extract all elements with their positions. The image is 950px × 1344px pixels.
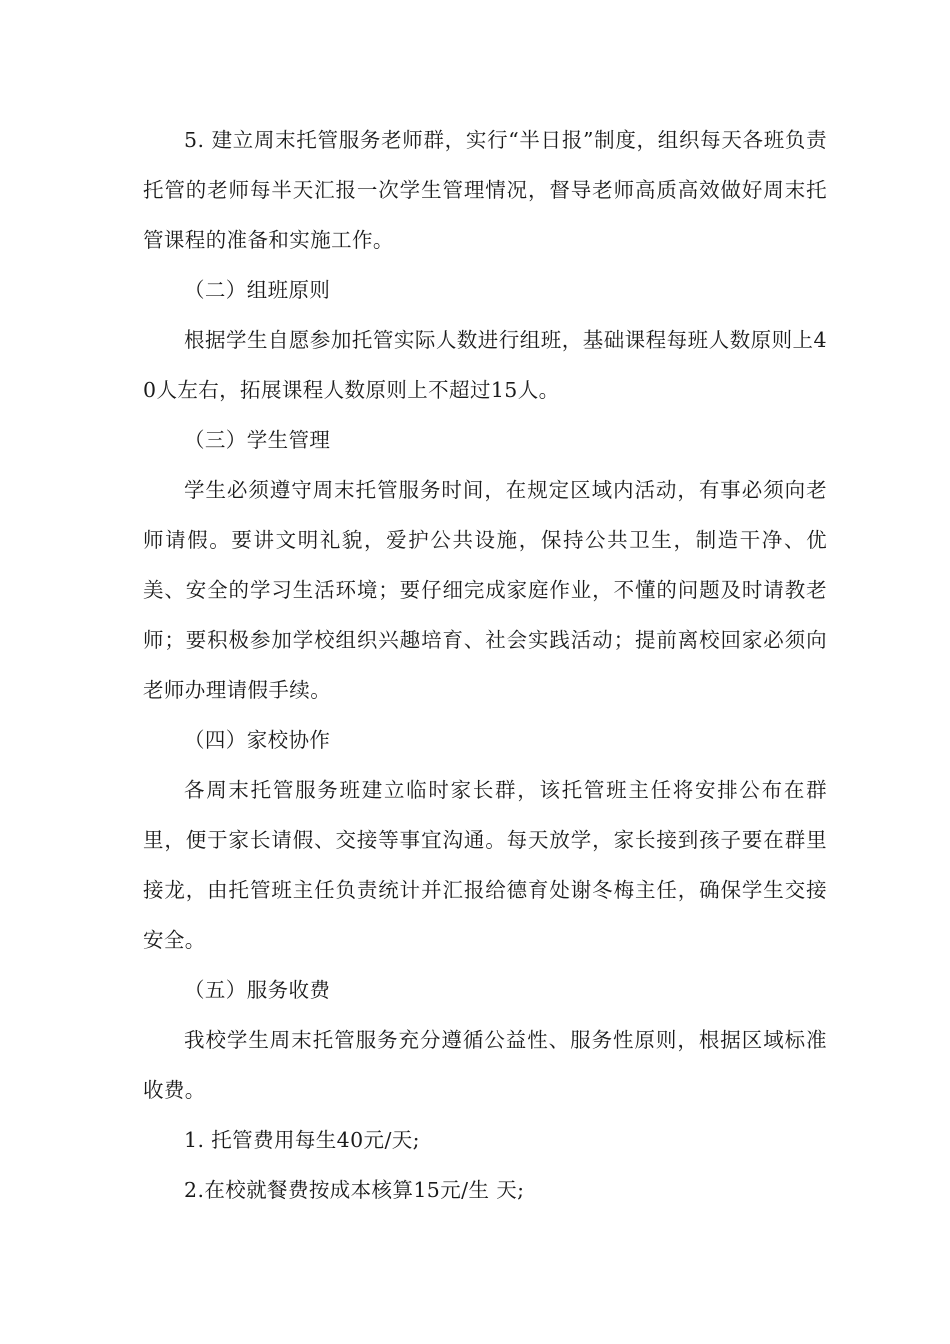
section-heading-2: （二）组班原则 bbox=[184, 278, 331, 302]
fee-item-1: 1. 托管费用每生40元/天; bbox=[184, 1128, 420, 1152]
paragraph-home-school: 各周末托管服务班建立临时家长群，该托管班主任将安排公布在群里，便于家长请假、交接等事宜沟通。每天放学，家长接到孩子要在群里接龙，由托管班主任负责统计并汇报给德育处谢冬梅主任，确保学生交接安全。 bbox=[143, 778, 827, 952]
section-heading-4: （四）家校协作 bbox=[184, 728, 331, 752]
paragraph-student-management: 学生必须遵守周末托管服务时间，在规定区域内活动，有事必须向老师请假。要讲文明礼貌，爱护公共设施，保持公共卫生，制造干净、优美、安全的学习生活环境；要仔细完成家庭作业，不懂的问题及时请教老师；要积极参加学校组织兴趣培育、社会实践活动；提前离校回家必须向老师办理请假手续。 bbox=[143, 478, 827, 702]
paragraph-item-5: 5. 建立周末托管服务老师群，实行“半日报”制度，组织每天各班负责托管的老师每半天汇报一次学生管理情况，督导老师高质高效做好周末托管课程的准备和实施工作。 bbox=[143, 128, 827, 252]
section-heading-3: （三）学生管理 bbox=[184, 428, 331, 452]
document-body bbox=[143, 115, 827, 1215]
fee-item-2: 2.在校就餐费按成本核算15元/生 天; bbox=[184, 1178, 525, 1202]
paragraph-fees: 我校学生周末托管服务充分遵循公益性、服务性原则，根据区域标准收费。 bbox=[143, 1028, 827, 1102]
section-heading-5: （五）服务收费 bbox=[184, 978, 331, 1002]
paragraph-class-formation: 根据学生自愿参加托管实际人数进行组班，基础课程每班人数原则上40人左右，拓展课程人数原则上不超过15人。 bbox=[143, 328, 827, 402]
